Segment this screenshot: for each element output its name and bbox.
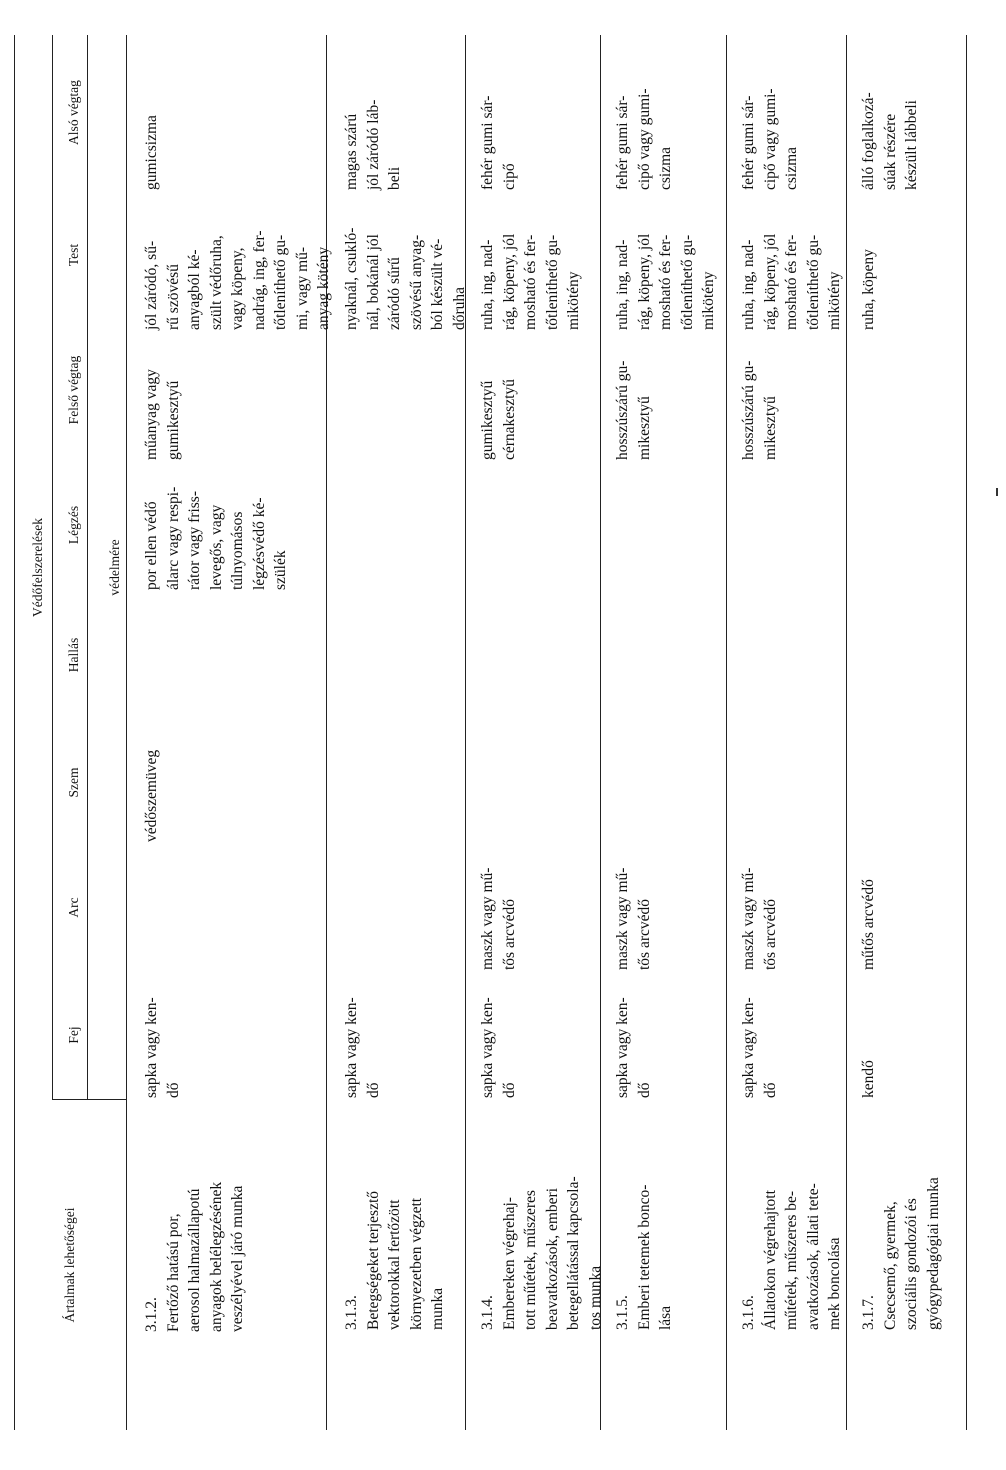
felso-cell: gumikesztyű cérnakesztyű — [479, 379, 518, 460]
felso-cell: hosszúszárú gu- mikesztyű — [740, 360, 779, 460]
also-cell: magas szárú jól záródó láb- beli — [343, 99, 403, 190]
fej-cell: sapka vagy ken- dő — [614, 997, 653, 1098]
test-cell: nyaknál, csukló- nál, bokánál jól záródó sűrű szövésű anyag- ból készült vé- dőruha — [343, 227, 468, 330]
risk-cell: 3.1.4. Embereken végrehaj- tott műtétek, műszeres beavatkozások, emberi betegellátással kapcsola- tos munka — [479, 1176, 604, 1330]
test-cell: ruha, ing, nad- rág, köpeny, jól mosható és fer- tőtleníthető gu- mikötény — [479, 233, 582, 330]
test-cell: ruha, ing, nad- rág, köpeny, jól mosható és fer- tőtleníthető gu- mikötény — [614, 233, 717, 330]
header-col-felso: Felső végtag — [66, 355, 81, 425]
also-cell: fehér gumi sár- cipő vagy gumi- csizma — [614, 88, 674, 190]
risk-cell: 3.1.3. Betegségeket terjesztő vektorokkal fertőzött környezetben végzett munka — [343, 1190, 446, 1330]
arc-cell: maszk vagy mű- tős arcvédő — [479, 867, 518, 970]
risk-cell: 3.1.2. Fertőző hatású por, aerosol halmazállapotú anyagok belélegzésének veszélyével járó munka — [143, 1181, 246, 1332]
test-cell: ruha, ing, nad- rág, köpeny, jól mosható és fer- tőtleníthető gu- mikötény — [740, 233, 843, 330]
row-divider — [726, 35, 727, 1430]
also-cell: gumicsizma — [143, 115, 160, 190]
also-cell: fehér gumi sár- cipő vagy gumi- csizma — [740, 88, 800, 190]
felso-cell: műanyag vagy gumikesztyű — [143, 369, 182, 460]
header-columns-rule — [87, 35, 88, 1100]
table-top-rule — [14, 35, 15, 1430]
test-cell: jól záródó, sű- rű szövésű anyagból ké- szült védőruha, vagy köpeny, nadrág, ing, fer- tőtleníthető gu- mi, vagy mű- anyag kötény — [143, 230, 332, 330]
header-col-hallas: Hallás — [66, 637, 81, 673]
fej-cell: kendő — [860, 1060, 877, 1098]
header-col-fej: Fej — [66, 1026, 81, 1044]
legzes-cell: por ellen védő álarc vagy respi- rátor vagy friss- levegős, vagy túlnyomásos légzésvédő ké- szülék — [143, 486, 289, 590]
risk-cell: 3.1.7. Csecsemő, gyermek, szociális gondozói és gyógypedagógiai munka — [860, 1177, 942, 1330]
header-risks: Ártalmak lehetőségei — [62, 1207, 77, 1323]
arc-cell: műtős arcvédő — [860, 879, 877, 970]
also-cell: fehér gumi sár- cipő — [479, 95, 518, 190]
header-equipment-rule — [52, 35, 53, 1100]
arc-cell: maszk vagy mű- tős arcvédő — [614, 867, 653, 970]
header-col-test: Test — [66, 243, 81, 267]
felso-cell: hosszúszárú gu- mikesztyű — [614, 360, 653, 460]
risk-cell: 3.1.6. Állatokon végrehajtott műtétek, műszeres be- avatkozások, állati tete- mek boncolása — [740, 1183, 843, 1330]
arc-cell: maszk vagy mű- tős arcvédő — [740, 867, 779, 970]
fej-cell: sapka vagy ken- dő — [343, 997, 382, 1098]
header-col-legzes: Légzés — [66, 505, 81, 545]
fej-cell: sapka vagy ken- dő — [479, 997, 518, 1098]
fej-cell: sapka vagy ken- dő — [740, 997, 779, 1098]
header-col-szem: Szem — [66, 767, 81, 798]
fej-cell: sapka vagy ken- dő — [143, 997, 182, 1098]
header-equipment: Védőfelszerelések — [30, 518, 45, 617]
table-bottom-rule — [966, 35, 967, 1430]
szem-cell: védőszemüveg — [143, 749, 160, 842]
row-divider — [846, 35, 847, 1430]
header-col-also: Alsó végtag — [66, 80, 81, 145]
header-protection-of: védelmére — [107, 539, 122, 596]
test-cell: ruha, köpeny — [860, 249, 877, 330]
also-cell: álló foglalkozá- súak részére készült lábbeli — [860, 92, 920, 190]
header-col-arc: Arc — [66, 897, 81, 918]
risk-cell: 3.1.5. Emberi tetemek bonco- lása — [614, 1184, 674, 1330]
header-bottom-rule — [126, 35, 127, 1430]
